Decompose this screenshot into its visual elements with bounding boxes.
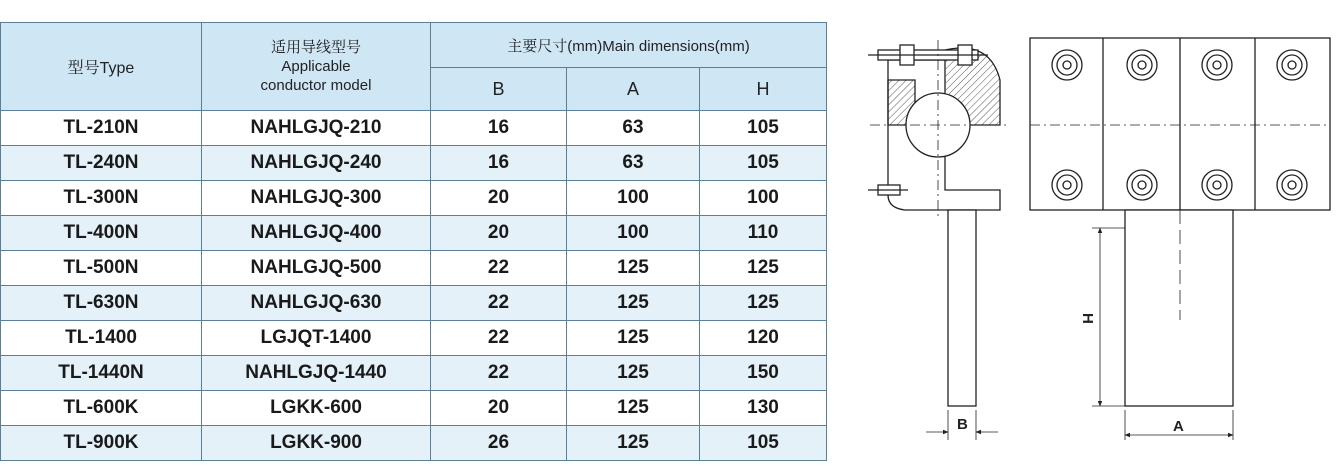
cell-conductor: NAHLGJQ-300 [202, 181, 431, 216]
table-row [1, 356, 827, 391]
cell-h: 105 [700, 426, 827, 461]
table-row [1, 426, 827, 461]
header-main-dimensions: 主要尺寸(mm)Main dimensions(mm) [431, 23, 827, 68]
side-view [868, 40, 1010, 440]
cell-b: 20 [431, 181, 567, 216]
cell-h: 125 [700, 286, 827, 321]
bolt-icon [1127, 50, 1157, 80]
cell-h: 105 [700, 111, 827, 146]
cell-type: TL-1400 [1, 321, 202, 356]
header-type: 型号Type [1, 23, 202, 111]
bolt-icon [1277, 170, 1307, 200]
header-conductor-cn: 适用导线型号 [270, 39, 361, 56]
cell-type: TL-600K [1, 391, 202, 426]
cell-type: TL-210N [1, 111, 202, 146]
header-a: A [567, 68, 700, 111]
header-conductor-en1: Applicable [281, 58, 351, 75]
table-row [1, 286, 827, 321]
clamp-technical-drawing [860, 20, 1340, 450]
cell-b: 22 [431, 321, 567, 356]
bolt-icon [1052, 50, 1082, 80]
cell-h: 105 [700, 146, 827, 181]
cell-b: 16 [431, 146, 567, 181]
header-conductor-en2: conductor model [260, 77, 372, 94]
cell-a: 125 [567, 426, 700, 461]
cell-a: 125 [567, 356, 700, 391]
cell-h: 120 [700, 321, 827, 356]
cell-b: 16 [431, 111, 567, 146]
cell-b: 26 [431, 426, 567, 461]
bolt-icon [1277, 50, 1307, 80]
header-conductor [202, 23, 431, 111]
cell-conductor: NAHLGJQ-400 [202, 216, 431, 251]
cell-type: TL-500N [1, 251, 202, 286]
cell-h: 100 [700, 181, 827, 216]
table-row [1, 181, 827, 216]
bolt-icon [1202, 50, 1232, 80]
cell-conductor: LGJQT-1400 [202, 321, 431, 356]
cell-h: 150 [700, 356, 827, 391]
cell-a: 63 [567, 146, 700, 181]
cell-a: 100 [567, 216, 700, 251]
cell-b: 22 [431, 251, 567, 286]
cell-a: 125 [567, 391, 700, 426]
cell-h: 125 [700, 251, 827, 286]
dimension-label-h: H [1079, 313, 1096, 324]
cell-type: TL-300N [1, 181, 202, 216]
bolt-icon [1052, 170, 1082, 200]
cell-conductor: NAHLGJQ-1440 [202, 356, 431, 391]
table-row [1, 321, 827, 356]
cell-a: 63 [567, 111, 700, 146]
cell-conductor: LGKK-600 [202, 391, 431, 426]
table-row [1, 111, 827, 146]
table-row [1, 216, 827, 251]
cell-b: 20 [431, 216, 567, 251]
cell-a: 100 [567, 181, 700, 216]
cell-a: 125 [567, 321, 700, 356]
cell-type: TL-1440N [1, 356, 202, 391]
front-view [1030, 38, 1330, 440]
cell-conductor: NAHLGJQ-240 [202, 146, 431, 181]
bolt-icon [1202, 170, 1232, 200]
cell-h: 110 [700, 216, 827, 251]
cell-conductor: LGKK-900 [202, 426, 431, 461]
cell-type: TL-900K [1, 426, 202, 461]
table-row [1, 251, 827, 286]
bolt-icon [1127, 170, 1157, 200]
table-row [1, 391, 827, 426]
cell-conductor: NAHLGJQ-500 [202, 251, 431, 286]
cell-b: 22 [431, 356, 567, 391]
cell-a: 125 [567, 286, 700, 321]
dimension-label-b: B [957, 416, 968, 433]
cell-conductor: NAHLGJQ-210 [202, 111, 431, 146]
cell-type: TL-400N [1, 216, 202, 251]
cell-b: 20 [431, 391, 567, 426]
cell-type: TL-240N [1, 146, 202, 181]
cell-type: TL-630N [1, 286, 202, 321]
cell-b: 22 [431, 286, 567, 321]
header-b: B [431, 68, 567, 111]
cell-h: 130 [700, 391, 827, 426]
cell-a: 125 [567, 251, 700, 286]
dimension-label-a: A [1173, 418, 1184, 435]
spec-table [0, 22, 827, 461]
cell-conductor: NAHLGJQ-630 [202, 286, 431, 321]
table-row [1, 146, 827, 181]
header-h: H [700, 68, 827, 111]
